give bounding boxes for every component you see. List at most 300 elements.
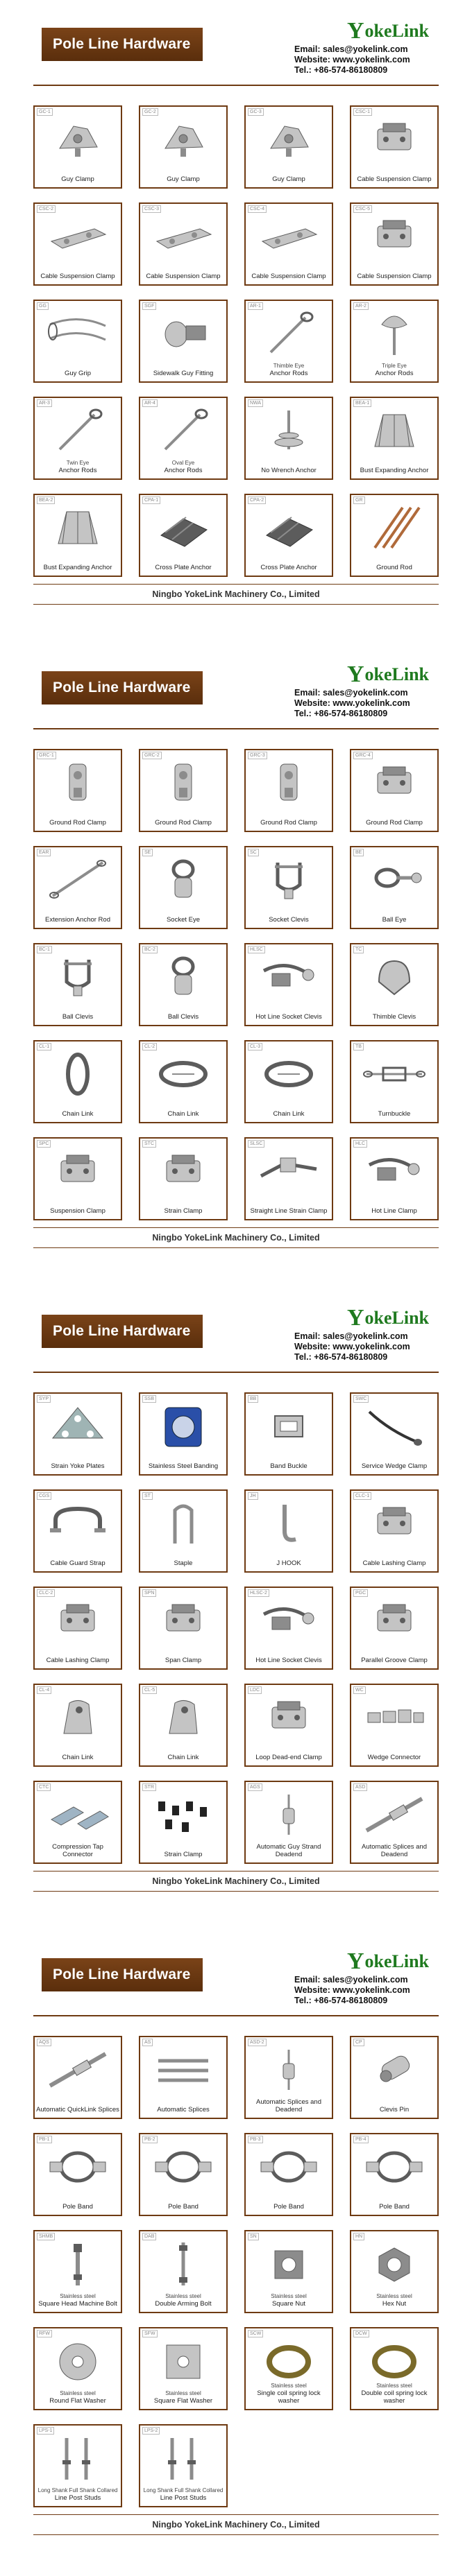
product-label bbox=[353, 1559, 436, 1567]
hot-line-icon bbox=[362, 1148, 426, 1194]
product-card bbox=[350, 2230, 439, 2313]
product-label bbox=[247, 1754, 330, 1761]
yokelink-logo bbox=[347, 19, 429, 43]
product-name: Strain Yoke Plates bbox=[51, 1462, 105, 1470]
product-name: Bust Expanding Anchor bbox=[43, 564, 112, 571]
product-label bbox=[247, 175, 330, 183]
contact-info bbox=[294, 1331, 447, 1363]
plate-clamp-icon bbox=[46, 214, 110, 259]
plate-clamp-icon bbox=[257, 214, 321, 259]
product-code: SE bbox=[142, 849, 153, 856]
product-card bbox=[139, 1587, 228, 1670]
product-code: STR bbox=[142, 1783, 156, 1791]
product-name: Line Post Studs bbox=[160, 2494, 207, 2502]
product-label bbox=[142, 916, 225, 924]
product-label bbox=[142, 2203, 225, 2211]
product-label bbox=[142, 1851, 225, 1858]
product-name: Pole Band bbox=[168, 2203, 199, 2211]
product-sublabel: Stainless steel bbox=[271, 2383, 307, 2389]
product-name: Automatic Guy Strand Deadend bbox=[256, 1843, 321, 1858]
wedge-clamp-icon bbox=[362, 1403, 426, 1449]
contact-tel: Tel.: +86-574-86180809 bbox=[294, 1996, 388, 2005]
product-code: AS bbox=[142, 2039, 153, 2046]
contact-email: Email: sales@yokelink.com bbox=[294, 1331, 408, 1341]
contact-email: Email: sales@yokelink.com bbox=[294, 1975, 408, 1985]
product-code: EAR bbox=[37, 849, 51, 856]
product-label bbox=[353, 1843, 436, 1858]
screw-anchor-icon bbox=[257, 408, 321, 453]
product-name: Band Buckle bbox=[270, 1462, 307, 1470]
product-code: AGS bbox=[248, 1783, 262, 1791]
product-code: DCW bbox=[353, 2330, 369, 2337]
contact-website: Website: www.yokelink.com bbox=[294, 1985, 410, 1995]
product-label bbox=[36, 2487, 119, 2502]
footer-rule bbox=[33, 1891, 439, 1892]
page-title: Pole Line Hardware bbox=[42, 1315, 203, 1348]
product-name: Span Clamp bbox=[165, 1657, 202, 1664]
product-label bbox=[142, 1013, 225, 1021]
logo-text: okeLink bbox=[364, 1951, 429, 1971]
product-sublabel: Long Shank Full Shank Collared bbox=[37, 2487, 118, 2493]
clamp-icon bbox=[257, 1695, 321, 1740]
product-card bbox=[139, 202, 228, 286]
product-card bbox=[350, 1587, 439, 1670]
product-name: Cable Suspension Clamp bbox=[251, 273, 326, 280]
product-card bbox=[139, 2133, 228, 2216]
product-card bbox=[139, 2036, 228, 2119]
product-label bbox=[142, 2487, 225, 2502]
product-label bbox=[247, 564, 330, 571]
company-name: Ningbo YokeLink Machinery Co., Limited bbox=[152, 1233, 320, 1243]
product-code: PB-1 bbox=[37, 2136, 52, 2143]
product-card bbox=[244, 494, 333, 577]
page-header bbox=[33, 1950, 439, 2011]
fitting-icon bbox=[151, 311, 215, 356]
product-label bbox=[142, 1657, 225, 1664]
product-label bbox=[247, 1462, 330, 1470]
product-grid bbox=[33, 1392, 439, 1864]
product-code: NWA bbox=[248, 399, 263, 407]
product-name: Straight Line Strain Clamp bbox=[250, 1207, 328, 1215]
buckle-icon bbox=[257, 1403, 321, 1449]
product-name: Guy Grip bbox=[64, 370, 91, 377]
product-code: PB-3 bbox=[248, 2136, 263, 2143]
product-name: Automatic Splices and Deadend bbox=[256, 2098, 321, 2113]
product-card bbox=[350, 846, 439, 929]
product-card bbox=[139, 846, 228, 929]
product-name: Extension Anchor Rod bbox=[44, 916, 110, 924]
product-name: Staple bbox=[174, 1559, 193, 1567]
triple-eye-icon bbox=[362, 311, 426, 356]
plate-clamp-icon bbox=[151, 214, 215, 259]
product-code: ASD-2 bbox=[248, 2039, 267, 2046]
product-name: Cross Plate Anchor bbox=[155, 564, 212, 571]
product-name: Cable Suspension Clamp bbox=[146, 273, 221, 280]
product-code: AR-1 bbox=[248, 302, 263, 310]
product-label bbox=[36, 370, 119, 377]
product-code: DAB bbox=[142, 2233, 156, 2240]
product-card bbox=[350, 2036, 439, 2119]
spring-washer-icon bbox=[362, 2338, 426, 2384]
product-code: LPS-2 bbox=[142, 2427, 160, 2435]
anchor-rod-icon bbox=[257, 311, 321, 356]
product-code: TC bbox=[353, 946, 364, 953]
product-label bbox=[36, 916, 119, 924]
product-label bbox=[247, 1110, 330, 1118]
product-label bbox=[36, 2203, 119, 2211]
product-name: Pole Band bbox=[273, 2203, 304, 2211]
product-label bbox=[353, 1207, 436, 1215]
product-name: Loop Dead-end Clamp bbox=[255, 1754, 322, 1761]
link-bracket-icon bbox=[151, 1695, 215, 1740]
product-code: CSC-5 bbox=[353, 205, 372, 213]
expanding-anchor-icon bbox=[46, 505, 110, 551]
product-card bbox=[350, 494, 439, 577]
product-label bbox=[353, 1754, 436, 1761]
product-label bbox=[142, 1559, 225, 1567]
product-card bbox=[33, 1137, 122, 1220]
ground-clamp-icon bbox=[151, 760, 215, 806]
product-code: CSC-2 bbox=[37, 205, 56, 213]
product-code: CLC-1 bbox=[353, 1492, 371, 1500]
expanding-anchor-icon bbox=[362, 408, 426, 453]
catalog-page bbox=[0, 1287, 472, 1930]
product-name: Hot Line Socket Clevis bbox=[255, 1013, 322, 1021]
product-card bbox=[350, 1781, 439, 1864]
page-footer bbox=[33, 1227, 439, 1248]
product-name: Pole Band bbox=[62, 2203, 93, 2211]
square-washer-icon bbox=[151, 2338, 215, 2384]
product-label bbox=[142, 2292, 225, 2308]
product-code: CL-5 bbox=[142, 1686, 157, 1694]
clamp-icon bbox=[362, 1501, 426, 1546]
product-sublabel: Stainless steel bbox=[271, 2293, 307, 2299]
product-label bbox=[353, 2203, 436, 2211]
product-code: HLSC-2 bbox=[248, 1589, 269, 1597]
product-card bbox=[244, 1684, 333, 1767]
clamp-icon bbox=[46, 1148, 110, 1194]
product-name: Hex Nut bbox=[382, 2300, 407, 2308]
product-card bbox=[33, 749, 122, 832]
product-card bbox=[244, 397, 333, 480]
product-card bbox=[139, 105, 228, 189]
ground-rod-icon bbox=[362, 505, 426, 551]
product-name: Ball Clevis bbox=[167, 1013, 199, 1021]
header-rule bbox=[33, 85, 439, 86]
product-card bbox=[350, 105, 439, 189]
guy-clamp-icon bbox=[151, 116, 215, 162]
product-label bbox=[353, 1013, 436, 1021]
product-name: Guy Clamp bbox=[61, 175, 94, 183]
product-name: Ground Rod Clamp bbox=[49, 819, 106, 827]
product-card bbox=[139, 2424, 228, 2507]
contact-info bbox=[294, 1975, 447, 2006]
product-name: Anchor Rods bbox=[58, 467, 97, 474]
contact-tel: Tel.: +86-574-86180809 bbox=[294, 65, 388, 75]
product-card bbox=[350, 1040, 439, 1123]
product-code: SWC bbox=[353, 1395, 369, 1403]
product-card bbox=[139, 943, 228, 1026]
product-label bbox=[247, 362, 330, 377]
product-label bbox=[36, 1110, 119, 1118]
product-sublabel: Stainless steel bbox=[165, 2390, 201, 2396]
product-sublabel: Stainless steel bbox=[60, 2390, 96, 2396]
product-label bbox=[142, 819, 225, 827]
product-card bbox=[139, 300, 228, 383]
product-code: CL-4 bbox=[37, 1686, 51, 1694]
product-card bbox=[244, 2230, 333, 2313]
catalog-page bbox=[0, 643, 472, 1287]
product-grid bbox=[33, 2036, 439, 2507]
product-code: CSC-3 bbox=[142, 205, 161, 213]
product-name: Cable Lashing Clamp bbox=[46, 1657, 110, 1664]
product-card bbox=[244, 1587, 333, 1670]
product-label bbox=[142, 459, 225, 474]
product-card bbox=[244, 749, 333, 832]
product-card bbox=[33, 2133, 122, 2216]
product-name: Parallel Groove Clamp bbox=[361, 1657, 428, 1664]
product-code: SFW bbox=[142, 2330, 158, 2337]
stud-icon bbox=[46, 2435, 110, 2481]
product-code: GRC-4 bbox=[353, 752, 373, 759]
bolt-icon bbox=[46, 2241, 110, 2287]
catalog-page bbox=[0, 1930, 472, 2574]
product-code: GG bbox=[37, 302, 49, 310]
product-name: Square Nut bbox=[271, 2300, 306, 2308]
product-code: CSC-1 bbox=[353, 108, 372, 116]
product-code: SGF bbox=[142, 302, 156, 310]
product-name: Double coil spring lock washer bbox=[361, 2389, 428, 2405]
contact-email: Email: sales@yokelink.com bbox=[294, 688, 408, 698]
cross-plate-icon bbox=[257, 505, 321, 551]
product-label bbox=[247, 2292, 330, 2308]
product-label bbox=[247, 1657, 330, 1664]
product-code: WC bbox=[353, 1686, 366, 1694]
product-code: GRC-2 bbox=[142, 752, 162, 759]
product-name: Cross Plate Anchor bbox=[260, 564, 317, 571]
product-name: Strain Clamp bbox=[164, 1207, 203, 1215]
chain-link-twist-icon bbox=[151, 1051, 215, 1097]
page-header bbox=[33, 663, 439, 724]
pole-band-icon bbox=[257, 2144, 321, 2190]
product-name: Square Flat Washer bbox=[153, 2397, 213, 2405]
logo-y: Y bbox=[346, 1948, 364, 1974]
footer-rule bbox=[33, 1247, 439, 1248]
product-label bbox=[36, 1013, 119, 1021]
product-code: CGS bbox=[37, 1492, 51, 1500]
ground-clamp-icon bbox=[257, 760, 321, 806]
product-name: Anchor Rods bbox=[375, 370, 414, 377]
product-label bbox=[353, 819, 436, 827]
clamp-icon bbox=[151, 1598, 215, 1643]
product-code: CPA-2 bbox=[248, 496, 266, 504]
product-card bbox=[33, 2424, 122, 2507]
product-card bbox=[244, 2327, 333, 2410]
product-sublabel: Oval Eye bbox=[171, 460, 195, 466]
product-label bbox=[353, 273, 436, 280]
product-code: ST bbox=[142, 1492, 153, 1500]
product-name: Ball Eye bbox=[382, 916, 407, 924]
product-sublabel: Triple Eye bbox=[382, 363, 407, 369]
product-label bbox=[353, 2292, 436, 2308]
product-card bbox=[33, 846, 122, 929]
product-code: CL-1 bbox=[37, 1043, 51, 1051]
product-card bbox=[33, 202, 122, 286]
product-label bbox=[247, 1013, 330, 1021]
product-code: BE bbox=[353, 849, 364, 856]
product-name: Chain Link bbox=[62, 1754, 94, 1761]
stud-icon bbox=[151, 2435, 215, 2481]
product-name: Hot Line Clamp bbox=[371, 1207, 417, 1215]
strain-line-icon bbox=[257, 1148, 321, 1194]
contact-website: Website: www.yokelink.com bbox=[294, 55, 410, 64]
product-code: SSB bbox=[142, 1395, 156, 1403]
product-code: HN bbox=[353, 2233, 364, 2240]
product-name: Chain Link bbox=[273, 1110, 305, 1118]
product-label bbox=[142, 273, 225, 280]
product-label bbox=[353, 1462, 436, 1470]
product-label bbox=[36, 1462, 119, 1470]
product-code: AR-3 bbox=[37, 399, 52, 407]
product-card bbox=[33, 105, 122, 189]
company-name: Ningbo YokeLink Machinery Co., Limited bbox=[152, 1876, 320, 1886]
product-label bbox=[353, 564, 436, 571]
product-label bbox=[36, 175, 119, 183]
product-card bbox=[244, 202, 333, 286]
product-label bbox=[36, 819, 119, 827]
product-label bbox=[353, 1657, 436, 1664]
product-name: Line Post Studs bbox=[54, 2494, 101, 2502]
product-name: Cable Suspension Clamp bbox=[357, 175, 432, 183]
product-name: Strain Clamp bbox=[164, 1851, 203, 1858]
product-label bbox=[36, 1657, 119, 1664]
product-card bbox=[33, 1392, 122, 1476]
product-name: Ground Rod Clamp bbox=[155, 819, 212, 827]
product-code: GC-2 bbox=[142, 108, 158, 116]
product-code: RFW bbox=[37, 2330, 52, 2337]
product-label bbox=[353, 1110, 436, 1118]
extension-rod-icon bbox=[46, 857, 110, 903]
page-title: Pole Line Hardware bbox=[42, 28, 203, 61]
product-name: Chain Link bbox=[62, 1110, 94, 1118]
ground-clamp-icon bbox=[46, 760, 110, 806]
product-name: Service Wedge Clamp bbox=[361, 1462, 428, 1470]
square-nut-icon bbox=[257, 2241, 321, 2287]
product-sublabel: Stainless steel bbox=[376, 2293, 412, 2299]
product-card bbox=[33, 1781, 122, 1864]
header-rule bbox=[33, 2015, 439, 2016]
product-label bbox=[353, 467, 436, 474]
compression-icon bbox=[46, 1792, 110, 1838]
product-card bbox=[350, 2133, 439, 2216]
product-label bbox=[247, 2098, 330, 2113]
product-code: CP bbox=[353, 2039, 364, 2046]
product-sublabel: Stainless steel bbox=[60, 2293, 96, 2299]
product-code: GRC-1 bbox=[37, 752, 56, 759]
product-card bbox=[244, 105, 333, 189]
product-name: Thimble Clevis bbox=[372, 1013, 416, 1021]
clevis-icon bbox=[257, 857, 321, 903]
product-card bbox=[244, 1489, 333, 1573]
product-name: Suspension Clamp bbox=[50, 1207, 106, 1215]
product-card bbox=[350, 1137, 439, 1220]
product-code: BB bbox=[248, 1395, 258, 1403]
product-code: GC-3 bbox=[248, 108, 264, 116]
product-label bbox=[36, 2106, 119, 2113]
product-card bbox=[33, 943, 122, 1026]
strap-icon bbox=[46, 1501, 110, 1546]
page-title: Pole Line Hardware bbox=[42, 1958, 203, 1991]
clamp-icon bbox=[46, 1598, 110, 1643]
logo-y: Y bbox=[346, 18, 364, 44]
product-name: Anchor Rods bbox=[164, 467, 203, 474]
product-card bbox=[244, 1781, 333, 1864]
contact-website: Website: www.yokelink.com bbox=[294, 698, 410, 708]
product-label bbox=[247, 273, 330, 280]
product-name: Cable Suspension Clamp bbox=[40, 273, 115, 280]
product-card bbox=[350, 397, 439, 480]
pole-band-icon bbox=[46, 2144, 110, 2190]
product-name: Automatic Splices and Deadend bbox=[362, 1843, 427, 1858]
product-card bbox=[33, 2036, 122, 2119]
product-name: Ball Clevis bbox=[62, 1013, 94, 1021]
product-card bbox=[139, 1040, 228, 1123]
product-label bbox=[142, 1110, 225, 1118]
small-parts-icon bbox=[151, 1792, 215, 1838]
product-card bbox=[33, 2230, 122, 2313]
contact-tel: Tel.: +86-574-86180809 bbox=[294, 1352, 388, 1362]
cross-plate-icon bbox=[151, 505, 215, 551]
product-label bbox=[247, 1207, 330, 1215]
guy-clamp-icon bbox=[257, 116, 321, 162]
product-code: AQS bbox=[37, 2039, 51, 2046]
yokelink-logo bbox=[347, 1950, 429, 1973]
product-card bbox=[244, 2133, 333, 2216]
product-code: GC-1 bbox=[37, 108, 53, 116]
product-code: CTC bbox=[37, 1783, 51, 1791]
product-label bbox=[36, 1843, 119, 1858]
turnbuckle-icon bbox=[362, 1051, 426, 1097]
spring-washer-icon bbox=[257, 2338, 321, 2384]
product-code: SLSC bbox=[248, 1140, 264, 1148]
product-card bbox=[33, 1684, 122, 1767]
contact-email: Email: sales@yokelink.com bbox=[294, 44, 408, 54]
yokelink-logo bbox=[347, 663, 429, 686]
footer-rule bbox=[33, 2534, 439, 2535]
product-name: Chain Link bbox=[167, 1754, 199, 1761]
product-label bbox=[353, 175, 436, 183]
logo-y: Y bbox=[346, 1305, 364, 1331]
hex-nut-icon bbox=[362, 2241, 426, 2287]
product-name: Ground Rod Clamp bbox=[366, 819, 423, 827]
product-name: Automatic Splices bbox=[157, 2106, 210, 2113]
logo-text: okeLink bbox=[364, 1308, 429, 1328]
product-card bbox=[139, 749, 228, 832]
product-name: No Wrench Anchor bbox=[261, 467, 317, 474]
product-card bbox=[350, 1684, 439, 1767]
guy-grip-icon bbox=[46, 311, 110, 356]
yoke-plate-icon bbox=[46, 1403, 110, 1449]
wedge-connector-icon bbox=[362, 1695, 426, 1740]
product-name: Turnbuckle bbox=[378, 1110, 411, 1118]
product-name: Round Flat Washer bbox=[49, 2397, 106, 2405]
product-name: Cable Guard Strap bbox=[50, 1559, 106, 1567]
product-card bbox=[350, 943, 439, 1026]
product-label bbox=[142, 175, 225, 183]
page-header bbox=[33, 1306, 439, 1367]
page-header bbox=[33, 19, 439, 80]
product-code: AR-4 bbox=[142, 399, 158, 407]
